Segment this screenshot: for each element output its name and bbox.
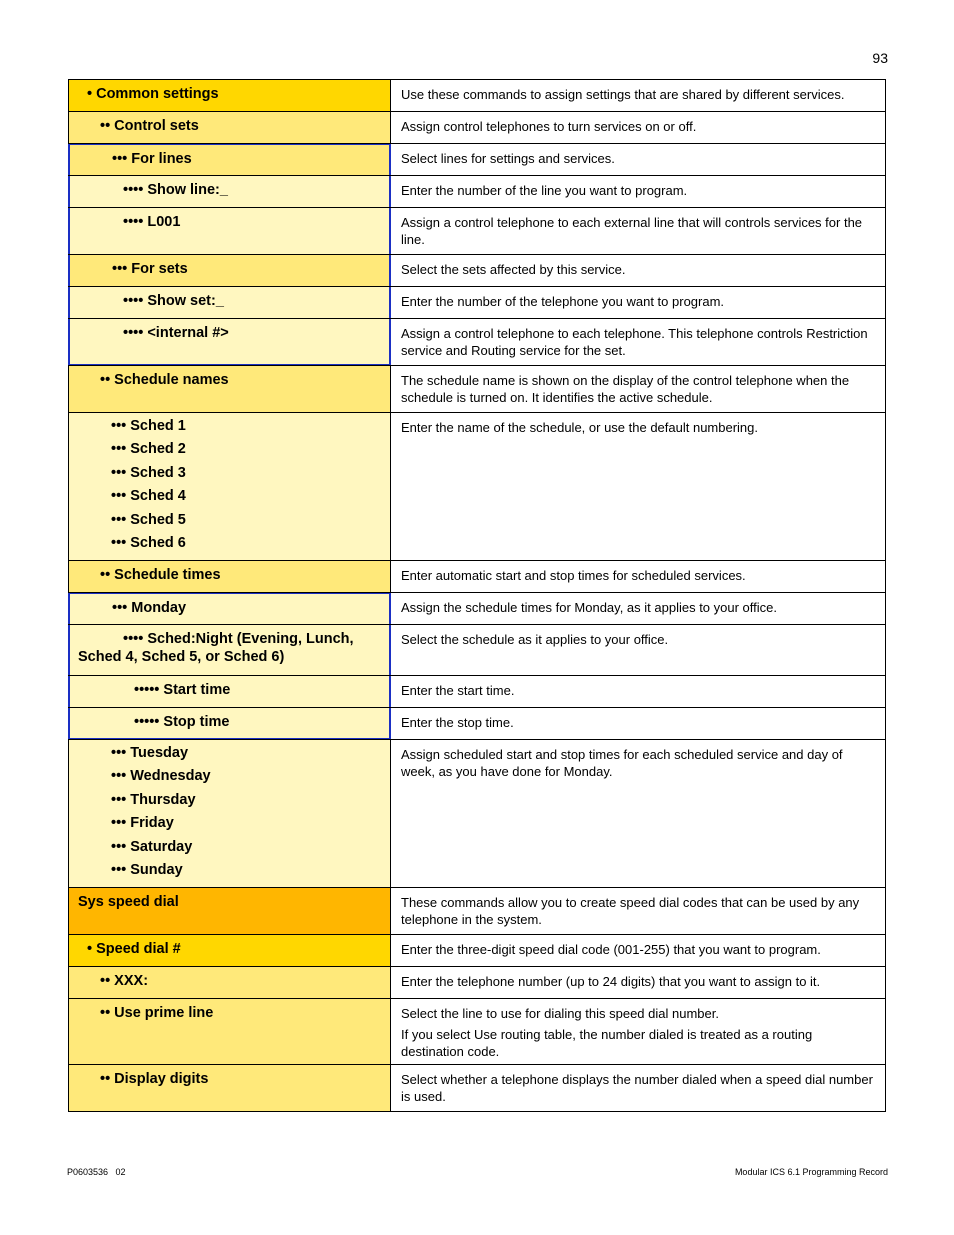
row-description xyxy=(391,999,886,1064)
row-description-line: Assign the schedule times for Monday, as it applies to your office. xyxy=(401,600,777,615)
row-label-line: • Speed dial # xyxy=(87,941,181,957)
row-description xyxy=(391,144,886,175)
table-row xyxy=(68,287,886,319)
row-label xyxy=(68,255,391,286)
table-row xyxy=(68,676,886,708)
row-description-line: Assign a control telephone to each external line that will controls services for the line. xyxy=(401,215,863,247)
row-description-line: The schedule name is shown on the display of the control telephone when the schedule is turned on. It identifies the active schedule. xyxy=(401,373,850,405)
row-label xyxy=(68,593,391,624)
table-row xyxy=(68,255,886,287)
row-label-line: ••• Monday xyxy=(112,600,187,616)
row-label-line: Sched 4, Sched 5, or Sched 6) xyxy=(78,649,285,665)
row-label-line: ••••• Stop time xyxy=(134,714,230,730)
row-label xyxy=(68,935,391,966)
row-label-line: •• Schedule names xyxy=(100,372,229,388)
table-row xyxy=(68,80,886,112)
row-description-line: Assign control telephones to turn services on or off. xyxy=(401,119,697,134)
row-description xyxy=(391,625,886,675)
row-label xyxy=(68,740,391,887)
row-label-line: ••• Tuesday xyxy=(111,745,189,761)
footer-doc-id: P0603536 02 xyxy=(67,1167,126,1177)
row-label-line: ••• For sets xyxy=(112,261,188,277)
table-row xyxy=(68,625,886,676)
row-label-line: •••• Show set:_ xyxy=(123,293,224,309)
row-description xyxy=(391,740,886,887)
page-number: 93 xyxy=(872,50,888,66)
table-row xyxy=(68,888,886,935)
row-description xyxy=(391,112,886,143)
row-description xyxy=(391,287,886,318)
row-label-line: •• Display digits xyxy=(100,1071,209,1087)
row-description xyxy=(391,593,886,624)
row-label-line: •• Use prime line xyxy=(100,1005,214,1021)
row-label-line: Sys speed dial xyxy=(78,894,179,910)
row-description-line: Select the schedule as it applies to your office. xyxy=(401,632,669,647)
table-row xyxy=(68,740,886,888)
row-description xyxy=(391,255,886,286)
table-row xyxy=(68,708,886,740)
row-description xyxy=(391,935,886,966)
table-row xyxy=(68,413,886,561)
row-description-line: Select whether a telephone displays the number dialed when a speed dial number is used. xyxy=(401,1072,873,1104)
row-label xyxy=(68,80,391,111)
row-description-line: Enter automatic start and stop times for scheduled services. xyxy=(401,568,746,583)
table-row xyxy=(68,319,886,366)
settings-table xyxy=(68,79,886,1112)
row-description xyxy=(391,413,886,560)
row-label-line: ••• Wednesday xyxy=(111,768,211,785)
table-row xyxy=(68,1065,886,1112)
row-description xyxy=(391,676,886,707)
table-row xyxy=(68,112,886,144)
row-label xyxy=(68,287,391,318)
table-row xyxy=(68,561,886,593)
row-description-line: Enter the three-digit speed dial code (001-255) that you want to program. xyxy=(401,942,821,957)
row-description-line: Enter the start time. xyxy=(401,683,515,698)
row-description-line: Select the sets affected by this service. xyxy=(401,262,626,277)
table-row xyxy=(68,593,886,625)
row-label xyxy=(68,999,391,1064)
row-description xyxy=(391,208,886,254)
row-label-line: ••• Sched 3 xyxy=(111,464,186,481)
table-row xyxy=(68,935,886,967)
table-row xyxy=(68,999,886,1065)
row-description-line: Use these commands to assign settings that are shared by different services. xyxy=(401,87,845,102)
row-description-line: Enter the stop time. xyxy=(401,715,514,730)
row-label xyxy=(68,888,391,934)
table-row xyxy=(68,967,886,999)
row-label xyxy=(68,967,391,998)
row-label-line: ••• Sched 5 xyxy=(111,511,186,528)
table-row xyxy=(68,176,886,208)
row-description-line: Assign a control telephone to each telephone. This telephone controls Restriction service and Routing service for the set. xyxy=(401,326,868,358)
row-label-line: ••• Sched 2 xyxy=(111,441,186,458)
footer-title: Modular ICS 6.1 Programming Record xyxy=(734,1167,888,1177)
row-label-line: ••• Sched 6 xyxy=(111,535,186,552)
row-label-line: •••• L001 xyxy=(123,214,181,230)
row-label-line: •• XXX: xyxy=(100,973,149,989)
row-label-line: • Common settings xyxy=(87,86,219,102)
row-description-line: Select the line to use for dialing this speed dial number. xyxy=(401,1006,719,1021)
table-row xyxy=(68,208,886,255)
row-label xyxy=(68,176,391,207)
row-label-line: •• Control sets xyxy=(100,118,199,134)
row-description-line: Enter the number of the line you want to program. xyxy=(401,183,688,198)
row-label xyxy=(68,208,391,254)
row-description-line: These commands allow you to create speed dial codes that can be used by any telephone in the system. xyxy=(401,895,860,927)
table-row xyxy=(68,144,886,176)
row-description-line: Enter the number of the telephone you want to program. xyxy=(401,294,725,309)
row-label-line: ••• Friday xyxy=(111,815,174,832)
row-description xyxy=(391,561,886,592)
row-label-line: ••••• Start time xyxy=(134,682,231,698)
row-label-line: ••• Sunday xyxy=(111,862,183,879)
row-description xyxy=(391,80,886,111)
row-label xyxy=(68,319,391,365)
row-label xyxy=(68,144,391,175)
row-description-line: Enter the name of the schedule, or use the default numbering. xyxy=(401,420,759,435)
row-label-line: ••• Sched 4 xyxy=(111,488,186,505)
row-label-line: ••• Thursday xyxy=(111,791,196,808)
row-label xyxy=(68,413,391,560)
row-label-line: ••• Sched 1 xyxy=(111,418,186,434)
row-label-line: •• Schedule times xyxy=(100,567,221,583)
row-description xyxy=(391,888,886,934)
row-label xyxy=(68,676,391,707)
row-label xyxy=(68,366,391,412)
row-label-line: •••• <internal #> xyxy=(123,325,229,341)
row-label xyxy=(68,625,391,675)
row-description xyxy=(391,176,886,207)
row-label-line: ••• For lines xyxy=(112,151,192,167)
row-description-line: If you select Use routing table, the number dialed is treated as a routing destination code. xyxy=(401,1027,813,1059)
row-description xyxy=(391,319,886,365)
table-row xyxy=(68,366,886,413)
row-description xyxy=(391,708,886,739)
row-label-line: •••• Show line:_ xyxy=(123,182,228,198)
row-description-line: Assign scheduled start and stop times for each scheduled service and day of week, as you have done for Monday. xyxy=(401,747,843,779)
row-description xyxy=(391,1065,886,1111)
row-description-line: Enter the telephone number (up to 24 digits) that you want to assign to it. xyxy=(401,974,821,989)
row-label xyxy=(68,561,391,592)
row-label xyxy=(68,112,391,143)
row-description xyxy=(391,366,886,412)
row-label xyxy=(68,708,391,739)
row-label-line: •••• Sched:Night (Evening, Lunch, xyxy=(123,631,354,647)
row-label xyxy=(68,1065,391,1111)
row-description-line: Select lines for settings and services. xyxy=(401,151,615,166)
row-description xyxy=(391,967,886,998)
row-label-line: ••• Saturday xyxy=(111,838,193,855)
